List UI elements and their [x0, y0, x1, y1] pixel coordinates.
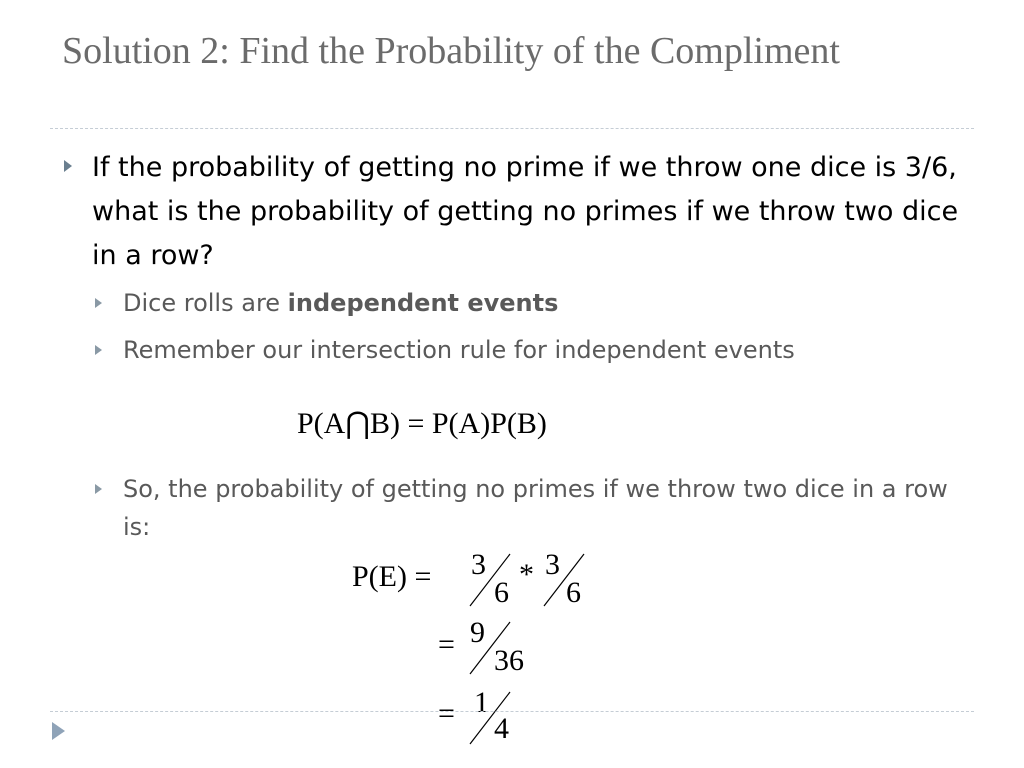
frac3-numerator: 9 [470, 616, 485, 649]
pe-label: P(E) = [352, 560, 432, 593]
sub-bullet-arrow-icon [95, 298, 102, 308]
slide-title: Solution 2: Find the Probability of the Compliment [62, 30, 840, 72]
frac2-numerator: 3 [545, 548, 560, 581]
intersection-formula: P(A⋂B) = P(A)P(B) [297, 407, 547, 440]
sub-bullet-conclusion: So, the probability of getting no primes if we throw two dice in a row is: [123, 475, 948, 541]
sub-bullet-arrow-icon [95, 484, 102, 494]
frac1-numerator: 3 [471, 548, 486, 581]
sub-bullet-independent [123, 284, 973, 322]
main-bullet-text: If the probability of getting no prime if we throw one dice is 3/6, what is the probability of getting no primes if we throw two dice in a row? [92, 152, 959, 271]
frac4-numerator: 1 [474, 686, 489, 719]
sub-bullet-arrow-icon [95, 345, 102, 355]
equals-sign: = [438, 628, 455, 661]
bullet-arrow-icon [64, 160, 72, 172]
sub-bullet-prefix: Dice rolls are [123, 289, 288, 317]
title-divider [50, 128, 974, 129]
footer-divider [50, 711, 974, 712]
sub-bullet-bold: independent events [287, 289, 559, 317]
next-slide-arrow-icon[interactable] [52, 722, 65, 740]
frac1-denominator: 6 [494, 576, 509, 609]
times-sign: * [519, 558, 534, 591]
sub-bullet-intersection-rule: Remember our intersection rule for independent events [123, 336, 795, 364]
equals-sign: = [438, 697, 455, 730]
fraction-slash [540, 552, 590, 608]
frac3-denominator: 36 [494, 644, 524, 677]
frac2-denominator: 6 [566, 576, 581, 609]
frac4-denominator: 4 [494, 712, 509, 745]
